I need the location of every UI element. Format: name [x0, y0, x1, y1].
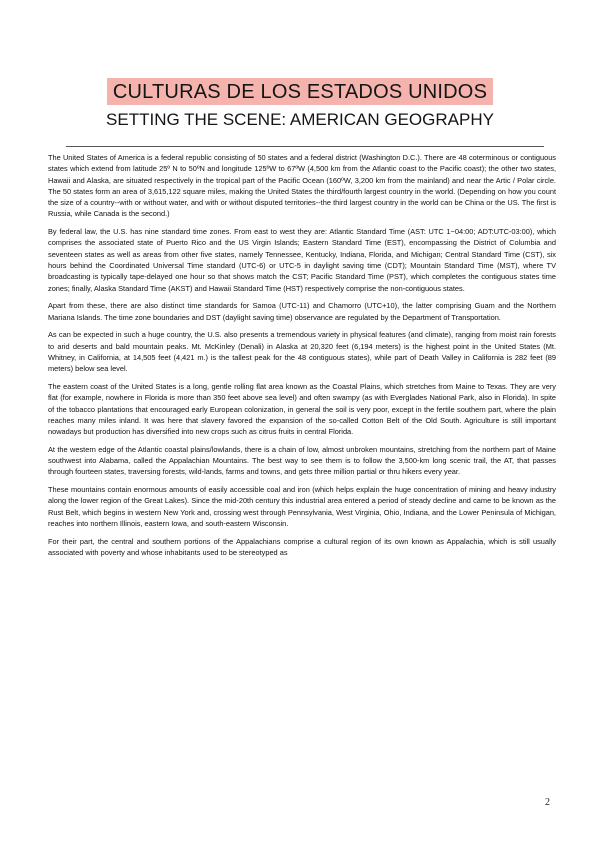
body-text	[48, 152, 556, 565]
page-subtitle: SETTING THE SCENE: AMERICAN GEOGRAPHY	[106, 110, 494, 129]
paragraph: By federal law, the U.S. has nine standard time zones. From east to west they are: Atlantic Standard Time (AST: UTC 1−04:00; ADT:UTC-03:00), which comprises the associated state of Puerto Rico and the US Virgin Islands; Eastern Standard Time (EST), encompassing the District of Columbia and seventeen states as well as areas from other five states, namely Tennessee, Kentucky, Indiana, Florida, and Michigan; Central Standard Time (CST), six hours behind the Coordinated Universal Time standard (UTC-6) or UTC-5 in daylight saving time (CDT); Mountain Standard Time (MST), where TV broadcasting is typically tape-delayed one hour so that shows match the CST; Pacific Standard Time (PST), which completes the contiguous states time zones; finally, Alaska Standard Time (AKST) and Hawaii Standard Time (HST) respectively comprise the non-contiguous states.	[48, 227, 556, 293]
paragraph: These mountains contain enormous amounts of easily accessible coal and iron (which helps explain the huge concentration of mining and heavy industry along the lower region of the Great Lakes). Since the mid-20th century this industrial area entered a period of steady decline and came to be known as the Rust Belt, which begins in western New York and, crossing west through Pennsylvania, West Virginia, Ohio, Indiana, and the Lower Peninsula of Michigan, reaches into northern Illinois, eastern Iowa, and south-eastern Wisconsin.	[48, 485, 556, 528]
paragraph: As can be expected in such a huge country, the U.S. also presents a tremendous variety in physical features (and climate), ranging from moist rain forests to arid deserts and bald mountain peaks. Mt. McKinley (Denali) in Alaska at 20,320 feet (6,194 meters) is the highest point in the United States (Mt. Whitney, in California, at 14,505 feet (4,421 m.) is the tallest peak for the 48 contiguous states), while part of Death Valley in California is 282 feet (89 meters) below sea level.	[48, 330, 556, 374]
paragraph: For their part, the central and southern portions of the Appalachians comprise a cultural region of its own known as Appalachia, which is still usually associated with poverty and whose inhabitants used to be stereotyped as	[48, 536, 556, 557]
title-divider	[66, 146, 544, 147]
paragraph: The eastern coast of the United States is a long, gentle rolling flat area known as the Coastal Plains, which stretches from Maine to Texas. They are very flat (for example, nowhere in Florida is more than 350 feet above sea level) and often swampy (as with Everglades National Park, also in Florida). In spite of the tobacco plantations that encouraged early European colonization, in general the soil is very poor, except in the fertile southern part, where the plain reaches many miles inland. It was here that slavery favored the expansion of the so-called Cotton Belt of the Old South. Agriculture is still important nowadays but production has diversified into new crops such as citrus fruits in central Florida.	[48, 381, 556, 437]
title-container	[0, 78, 600, 105]
page-title: CULTURAS DE LOS ESTADOS UNIDOS	[107, 78, 493, 105]
paragraph: At the western edge of the Atlantic coastal plains/lowlands, there is a chain of low, almost unbroken mountains, stretching from the northern part of Maine southwest into Alabama, called the Appalachian Mountains. The best way to see them is to follow the 3,500-km long scenic trail, the AT, that passes through fourteen states, traversing forests, wild-lands, farms and towns, and gets three million partial or thru hikers every year.	[48, 444, 556, 477]
paragraph: The United States of America is a federal republic consisting of 50 states and a federal district (Washington D.C.). There are 48 coterminous or contiguous states which extend from latitude 25º N to 50ºN and longitude 125ºW to 67ºW (4,500 km from the Atlantic coast to the Pacific coast); the other two states, Hawaii and Alaska, are situated respectively in the tropical part of the Pacific Ocean (160ºW, 3,200 km from the mainland) and near the Artic / Polar circle. The 50 states form an area of 3,615,122 square miles, making the United States the third/fourth largest country in the world. (Depending on how you count the size of a country--with or without water, and with or without disputed territories--the third largest country in the world can be China or the US. The first is Russia, while Canada is the second.)	[48, 153, 556, 219]
paragraph: Apart from these, there are also distinct time standards for Samoa (UTC-11) and Chamorro (UTC+10), the latter comprising Guam and the Northern Mariana Islands. The time zone boundaries and DST (daylight saving time) observance are regulated by the Department of Transportation.	[48, 301, 556, 322]
page-number: 2	[545, 797, 550, 808]
